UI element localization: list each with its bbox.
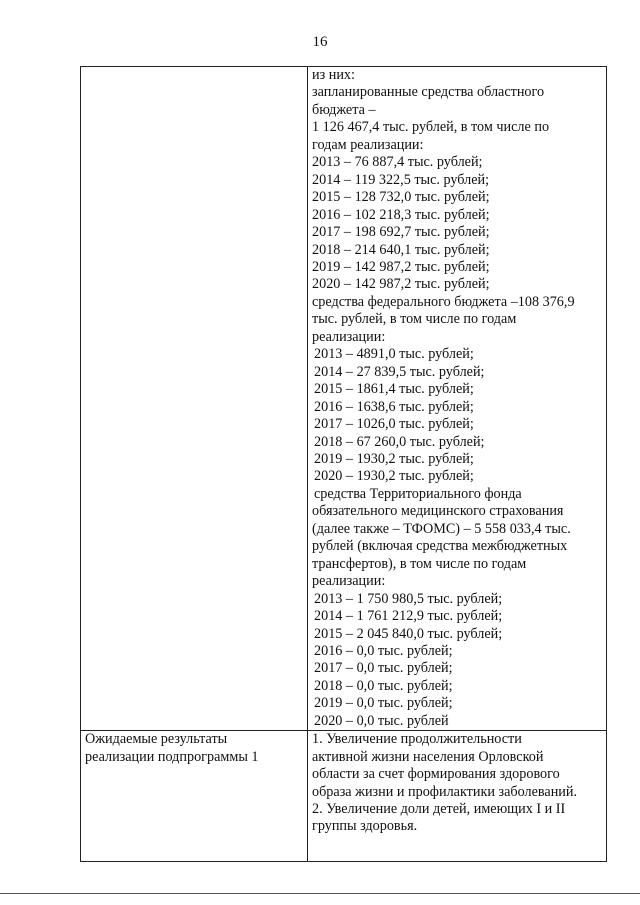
text-line: 2019 – 1930,2 тыс. рублей; [314, 450, 474, 467]
text-line: группы здоровья. [312, 818, 418, 835]
text-line: 2018 – 0,0 тыс. рублей; [314, 677, 453, 694]
text-line: 2016 – 1638,6 тыс. рублей; [314, 398, 474, 415]
page-number: 16 [312, 34, 328, 50]
text-line: реализации подпрограммы 1 [85, 748, 259, 765]
row-1-value-cell [308, 67, 607, 731]
text-line: годам реализации: [312, 136, 424, 153]
text-line: 2017 – 0,0 тыс. рублей; [314, 660, 453, 677]
table-row-expected-results [81, 731, 607, 862]
text-line: 2020 – 0,0 тыс. рублей [314, 712, 449, 729]
text-line: области за счет формирования здорового [312, 766, 560, 783]
text-line: образа жизни и профилактики заболеваний. [312, 783, 578, 800]
text-line: средства Территориального фонда [314, 485, 522, 502]
text-line: реализации: [312, 328, 386, 345]
text-line: активной жизни населения Орловской [312, 748, 544, 765]
text-line: Ожидаемые результаты [85, 731, 228, 748]
text-line: 2017 – 198 692,7 тыс. рублей; [312, 224, 490, 241]
text-line: 2013 – 76 887,4 тыс. рублей; [312, 154, 483, 171]
text-line: 2016 – 0,0 тыс. рублей; [314, 642, 453, 659]
text-line: 2015 – 2 045 840,0 тыс. рублей; [314, 625, 503, 642]
page-bottom-divider [0, 893, 640, 894]
text-line: запланированные средства областного [312, 84, 545, 101]
text-line: 2020 – 142 987,2 тыс. рублей; [312, 276, 490, 293]
text-line: 2019 – 142 987,2 тыс. рублей; [312, 258, 490, 275]
text-line: средства федерального бюджета –108 376,9 [312, 293, 575, 310]
text-line: 2014 – 119 322,5 тыс. рублей; [312, 171, 490, 188]
text-line: (далее также – ТФОМС) – 5 558 033,4 тыс. [312, 520, 571, 537]
text-line: 2018 – 67 260,0 тыс. рублей; [314, 433, 485, 450]
text-line: рублей (включая средства межбюджетных [312, 538, 568, 555]
text-line: трансфертов), в том числе по годам [312, 555, 527, 572]
text-line: 2020 – 1930,2 тыс. рублей; [314, 468, 474, 485]
text-line: 2013 – 4891,0 тыс. рублей; [314, 346, 474, 363]
text-line: 2013 – 1 750 980,5 тыс. рублей; [314, 590, 503, 607]
text-line: тыс. рублей, в том числе по годам [312, 311, 517, 328]
table-row-funding [81, 67, 607, 731]
text-line: 1. Увеличение продолжительности [312, 731, 522, 748]
text-line: обязательного медицинского страхования [312, 503, 564, 520]
subprogram-passport-table [80, 66, 607, 862]
row-2-label-cell [81, 731, 308, 862]
text-line: 2014 – 1 761 212,9 тыс. рублей; [314, 608, 503, 625]
text-line: 2016 – 102 218,3 тыс. рублей; [312, 206, 490, 223]
text-line: 2017 – 1026,0 тыс. рублей; [314, 416, 474, 433]
text-line: 2018 – 214 640,1 тыс. рублей; [312, 241, 490, 258]
text-line: 1 126 467,4 тыс. рублей, в том числе по [312, 119, 550, 136]
text-line: бюджета – [312, 101, 376, 118]
text-line: 2015 – 128 732,0 тыс. рублей; [312, 189, 490, 206]
text-line: 2. Увеличение доли детей, имеющих I и II [312, 801, 566, 818]
row-2-value-cell [308, 731, 607, 862]
text-line: из них: [312, 67, 355, 83]
row-1-label-cell [81, 67, 308, 731]
text-line: 2019 – 0,0 тыс. рублей; [314, 695, 453, 712]
text-line: 2014 – 27 839,5 тыс. рублей; [314, 363, 485, 380]
text-line: 2015 – 1861,4 тыс. рублей; [314, 381, 474, 398]
text-line: реализации: [312, 573, 386, 590]
